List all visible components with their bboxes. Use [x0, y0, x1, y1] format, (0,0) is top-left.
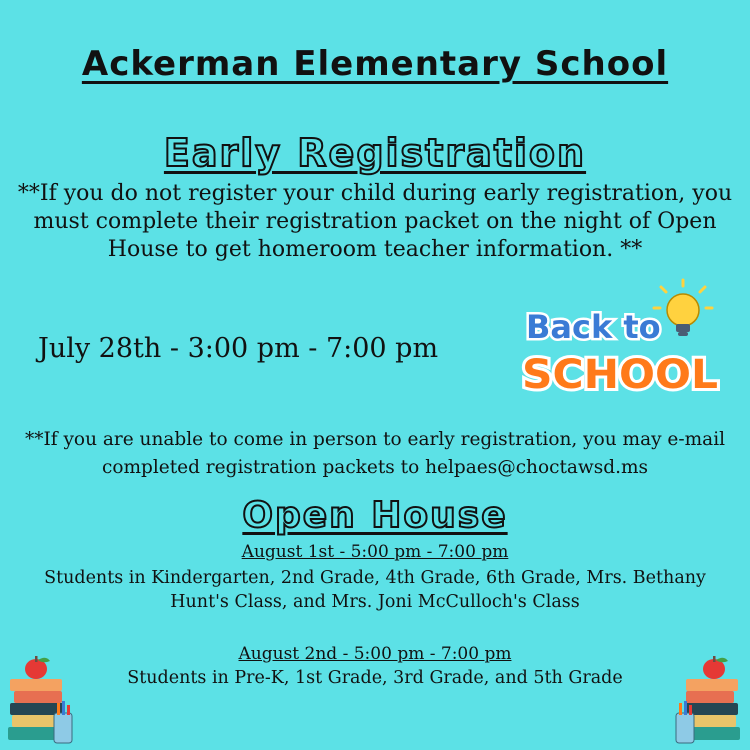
open-house-description-2: Students in Pre-K, 1st Grade, 3rd Grade, and 5th Grade	[127, 668, 623, 688]
badge-line-1: Back to	[526, 308, 661, 346]
early-registration-note: **If you do not register your child during early registration, you must complete their registration packet on the night of Open House to get homeroom teacher information. **	[17, 181, 733, 262]
badge-line-2: SCHOOL	[522, 352, 718, 398]
open-house-date-1: August 1st - 5:00 pm - 7:00 pm	[241, 542, 509, 562]
lightbulb-icon	[654, 280, 712, 336]
remote-registration-note: **If you are unable to come in person to early registration, you may e-mail completed registration packets to helpaes@choctawsd.ms	[24, 429, 726, 478]
open-house-date-2: August 2nd - 5:00 pm - 7:00 pm	[238, 644, 512, 664]
open-house-heading: Open House	[242, 495, 508, 536]
school-title: Ackerman Elementary School	[81, 44, 669, 84]
early-registration-date: July 28th - 3:00 pm - 7:00 pm	[38, 333, 439, 364]
books-apple-icon	[6, 655, 76, 750]
books-apple-icon	[672, 655, 742, 750]
open-house-description-1: Students in Kindergarten, 2nd Grade, 4th Grade, 6th Grade, Mrs. Bethany Hunt's Class, and Mrs. Joni McCulloch's Class	[44, 568, 706, 612]
early-registration-heading: Early Registration	[163, 131, 587, 175]
back-to-school-badge	[518, 278, 723, 406]
